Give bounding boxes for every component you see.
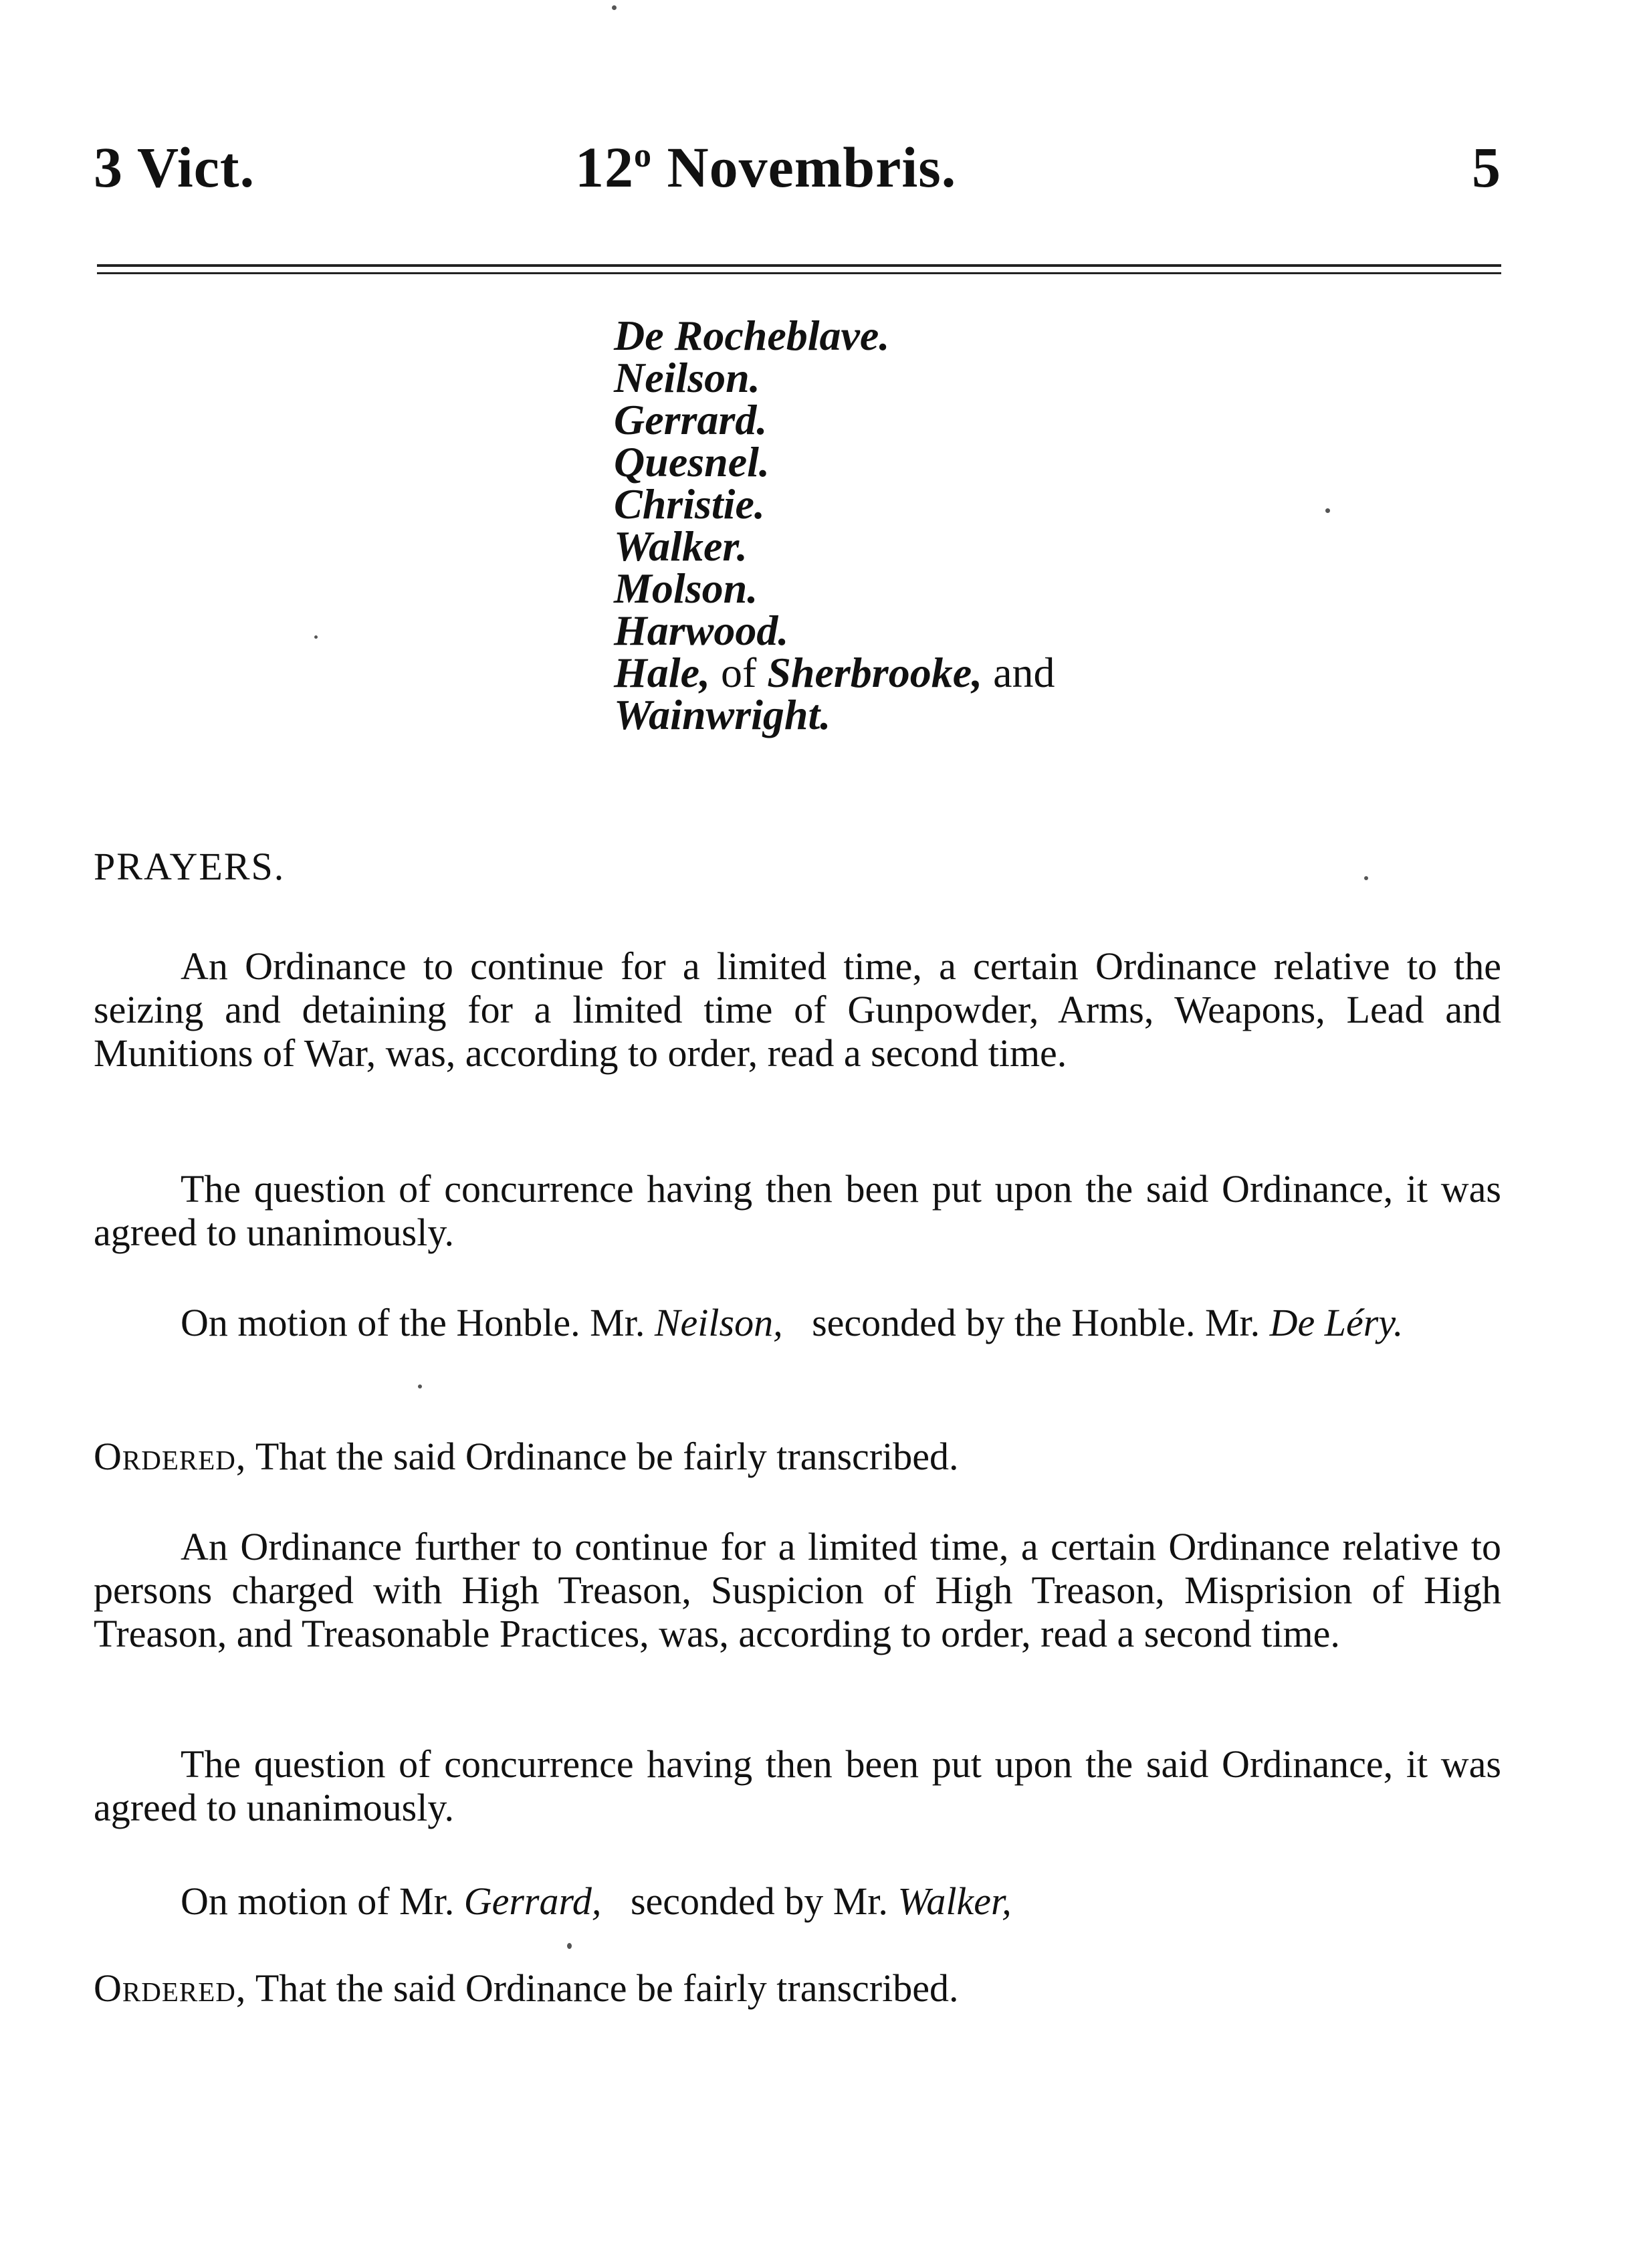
member-name: Wainwright. [614,691,831,738]
ordered-lead: Ordered, [94,1966,247,2010]
ordered-lead: Ordered, [94,1435,247,1478]
member-name: Neilson. [614,354,760,401]
member-name: Gerrard. [614,396,768,443]
paragraph-motion: On motion of Mr. Gerrard, seconded by Mr. Walker, [181,1879,1012,1923]
date-superscript: o [634,136,652,175]
member-name: Christie. [614,480,765,528]
member-name: De Rocheblave. [614,312,890,359]
paragraph-ordered: Ordered, That the said Ordinance be fairly transcribed. [94,1966,959,2010]
member-name: Harwood. [614,607,789,654]
session-date [575,134,956,201]
member-name: Hale, [614,649,710,696]
mover-name: Gerrard, [463,1879,602,1923]
running-header [94,134,1501,214]
date-month: Novembris. [667,135,957,199]
member-line-hale: Hale, of Sherbrooke, and [614,649,1055,696]
seconder-name: Walker, [897,1879,1012,1923]
scan-speck [612,5,617,10]
regnal-year: 3 Vict. [94,135,255,199]
header-rule-top [97,264,1501,267]
paragraph-concurrence: The question of concurrence having then been put upon the said Ordinance, it was agreed to unanimously. [94,1167,1501,1254]
member-name: Molson. [614,564,758,612]
header-rule-bottom [97,272,1501,274]
scan-speck [567,1943,572,1949]
scan-speck [1325,508,1330,513]
paragraph-concurrence: The question of concurrence having then been put upon the said Ordinance, it was agreed to unanimously. [94,1742,1501,1829]
page-number: 5 [1472,135,1501,199]
paragraph-first-ordinance: An Ordinance to continue for a limited time, a certain Ordinance relative to the seizing and detaining for a limited time of Gunpowder, Arms, Weapons, Lead and Munitions of War, was, according to order, read a second time. [94,944,1501,1075]
paragraph-motion: On motion of the Honble. Mr. Neilson, seconded by the Honble. Mr. De Léry. [181,1301,1404,1344]
paragraph-second-ordinance: An Ordinance further to continue for a limited time, a certain Ordinance relative to persons charged with High Treason, Suspicion of High Treason, Misprision of High Treason, and Treasonable Practices, was, according to order, read a second time. [94,1525,1501,1655]
member-name: Quesnel. [614,438,770,486]
member-name: Walker. [614,522,748,570]
scan-speck [314,635,318,639]
mover-name: Neilson, [654,1301,783,1344]
seconder-name: De Léry. [1269,1301,1404,1344]
member-place: Sherbrooke, [767,649,983,696]
scan-speck [1364,876,1368,880]
members-present-list [614,314,1055,736]
scan-speck [418,1384,422,1388]
date-number: 12 [575,135,634,199]
prayers-heading: PRAYERS. [94,845,286,888]
paragraph-ordered: Ordered, That the said Ordinance be fairly transcribed. [94,1435,959,1478]
